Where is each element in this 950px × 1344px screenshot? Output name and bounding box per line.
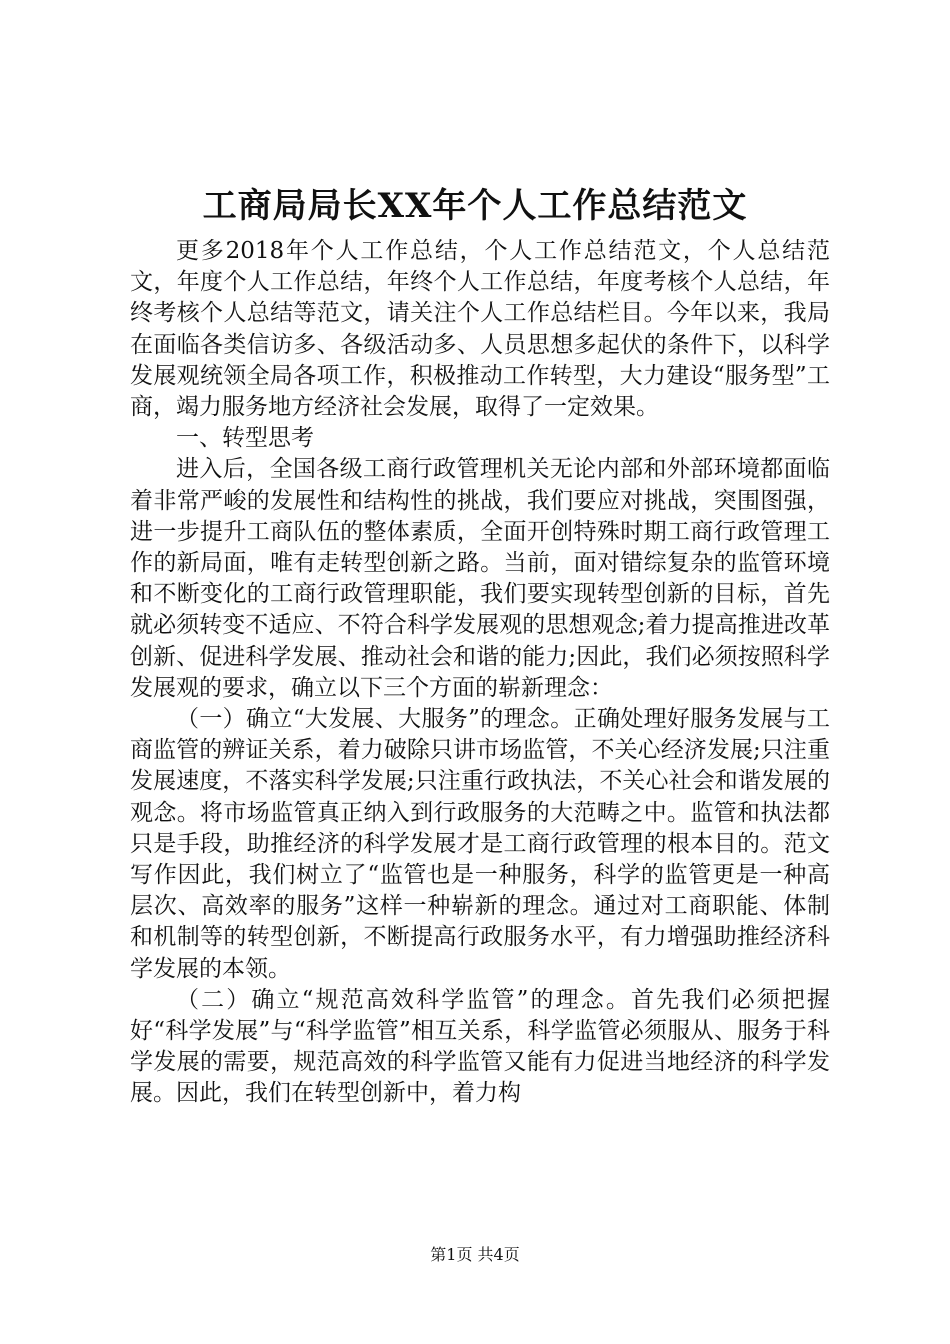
paragraph-concept-two: （二）确立“规范高效科学监管”的理念。首先我们必须把握好“科学发展”与“科学监管”相互关系，科学监管必须服从、服务于科学发展的需要，规范高效的科学监管又能有力促进当地经济的科学发展。因此，我们在转型创新中，着力构 <box>130 986 830 1107</box>
paragraph-concept-one: （一）确立“大发展、大服务”的理念。正确处理好服务发展与工商监管的辨证关系，着力破除只讲市场监管，不关心经济发展;只注重发展速度，不落实科学发展;只注重行政执法，不关心社会和谐发展的观念。将市场监管真正纳入到行政服务的大范畴之中。监管和执法都只是手段，助推经济的科学发展才是工商行政管理的根本目的。范文写作因此，我们树立了“监管也是一种服务，科学的监管更是一种高层次、高效率的服务”这样一种崭新的理念。通过对工商职能、体制和机制等的转型创新，不断提高行政服务水平，有力增强助推经济科学发展的本领。 <box>130 706 830 982</box>
document-title: 工商局局长XX年个人工作总结范文 <box>202 186 748 226</box>
page-footer: 第1页 共4页 <box>430 1245 520 1264</box>
paragraph-transformation: 进入后，全国各级工商行政管理机关无论内部和外部环境都面临着非常严峻的发展性和结构性的挑战，我们要应对挑战，突围图强，进一步提升工商队伍的整体素质，全面开创特殊时期工商行政管理工作的新局面，唯有走转型创新之路。当前，面对错综复杂的监管环境和不断变化的工商行政管理职能，我们要实现转型创新的目标，首先就必须转变不适应、不符合科学发展观的思想观念;着力提高推进改革创新、促进科学发展、推动社会和谐的能力;因此，我们必须按照科学发展观的要求，确立以下三个方面的崭新理念： <box>130 456 830 701</box>
paragraph-intro: 更多2018年个人工作总结，个人工作总结范文，个人总结范文，年度个人工作总结，年终个人工作总结，年度考核个人总结，年终考核个人总结等范文，请关注个人工作总结栏目。今年以来，我局在面临各类信访多、各级活动多、人员思想多起伏的条件下，以科学发展观统领全局各项工作，积极推动工作转型，大力建设“服务型”工商，竭力服务地方经济社会发展，取得了一定效果。 <box>130 238 830 421</box>
section-heading-transformation-thinking: 一、转型思考 <box>176 425 314 452</box>
document-body <box>130 236 830 1110</box>
